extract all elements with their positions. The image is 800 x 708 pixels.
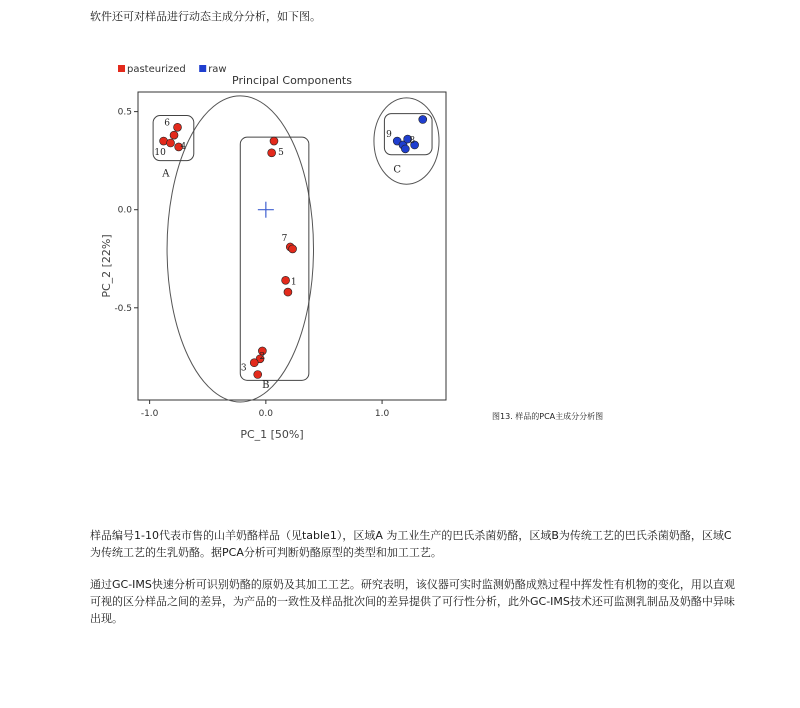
point-label-9: 9 — [386, 130, 392, 141]
paragraph-1-line-2: 为传统工艺的生乳奶酪。据PCA分析可判断奶酪原型的类型和加工工艺。 — [90, 546, 442, 559]
legend-swatch-pasteurized — [118, 65, 125, 72]
paragraph-1 — [90, 527, 732, 561]
point-label-3: 3 — [240, 363, 247, 374]
point-label-10: 10 — [154, 147, 166, 158]
paragraph-1-line-1: 样品编号1-10代表市售的山羊奶酪样品（见table1），区域A 为工业生产的巴氏杀菌奶酪，区域B为传统工艺的巴氏杀菌奶酪，区域C — [90, 529, 732, 542]
region-label-b: B — [262, 380, 270, 392]
y-tick-label-1: 0.5 — [117, 107, 132, 118]
legend-label-pasteurized: pasteurized — [127, 64, 186, 75]
y-axis-label: PC_2 [22%] — [100, 234, 113, 298]
x-tick-label-1: -1.0 — [140, 409, 159, 419]
y-tick-label-2: 0.0 — [117, 205, 132, 216]
pca-chart — [100, 58, 480, 448]
paragraph-2 — [90, 576, 735, 627]
paragraph-2-line-3: 出现。 — [90, 612, 123, 625]
point-pasteurized-15 — [254, 370, 262, 378]
point-pasteurized-2 — [167, 139, 175, 147]
point-label-1: 1 — [290, 277, 297, 288]
point-label-8: 8 — [409, 136, 416, 147]
point-raw-4 — [401, 145, 409, 153]
intro-text: 软件还可对样品进行动态主成分分析，如下图。 — [90, 10, 321, 23]
region-label-c: C — [393, 164, 402, 176]
point-pasteurized-11 — [284, 288, 292, 296]
point-label-2: 2 — [259, 351, 266, 362]
point-label-4: 4 — [180, 141, 187, 152]
point-label-5: 5 — [278, 147, 284, 158]
paragraph-2-line-1: 通过GC-IMS快速分析可识别奶酪的原奶及其加工工艺。研究表明，该仪器可实时监测奶酪成熟过程中挥发性有机物的变化，用以直观 — [90, 578, 735, 591]
figure-caption: 图13. 样品的PCA主成分分析图 — [492, 412, 604, 421]
point-pasteurized-4 — [174, 123, 182, 131]
legend-swatch-raw — [199, 65, 206, 72]
point-label-7: 7 — [281, 234, 288, 245]
point-pasteurized-14 — [250, 359, 258, 367]
region-label-a: A — [162, 168, 170, 180]
chart-title: Principal Components — [232, 74, 352, 87]
point-label-6: 6 — [164, 118, 170, 129]
point-pasteurized-7 — [268, 149, 276, 157]
point-raw-6 — [419, 115, 427, 123]
legend-label-raw: raw — [208, 64, 227, 75]
x-tick-label-2: 0.0 — [258, 409, 274, 419]
pca-figure — [100, 58, 480, 448]
point-pasteurized-6 — [270, 137, 278, 145]
point-pasteurized-10 — [282, 276, 290, 284]
y-tick-label-3: -0.5 — [114, 303, 132, 314]
x-tick-label-3: 1.0 — [374, 409, 390, 419]
point-pasteurized-3 — [170, 131, 178, 139]
paragraph-2-line-2: 可视的区分样品之间的差异，为产品的一致性及样品批次间的差异提供了可行性分析，此外GC-IMS技术还可监测乳制品及奶酪中异味 — [90, 595, 735, 608]
point-pasteurized-9 — [289, 245, 297, 253]
x-axis-label: PC_1 [50%] — [240, 428, 304, 441]
